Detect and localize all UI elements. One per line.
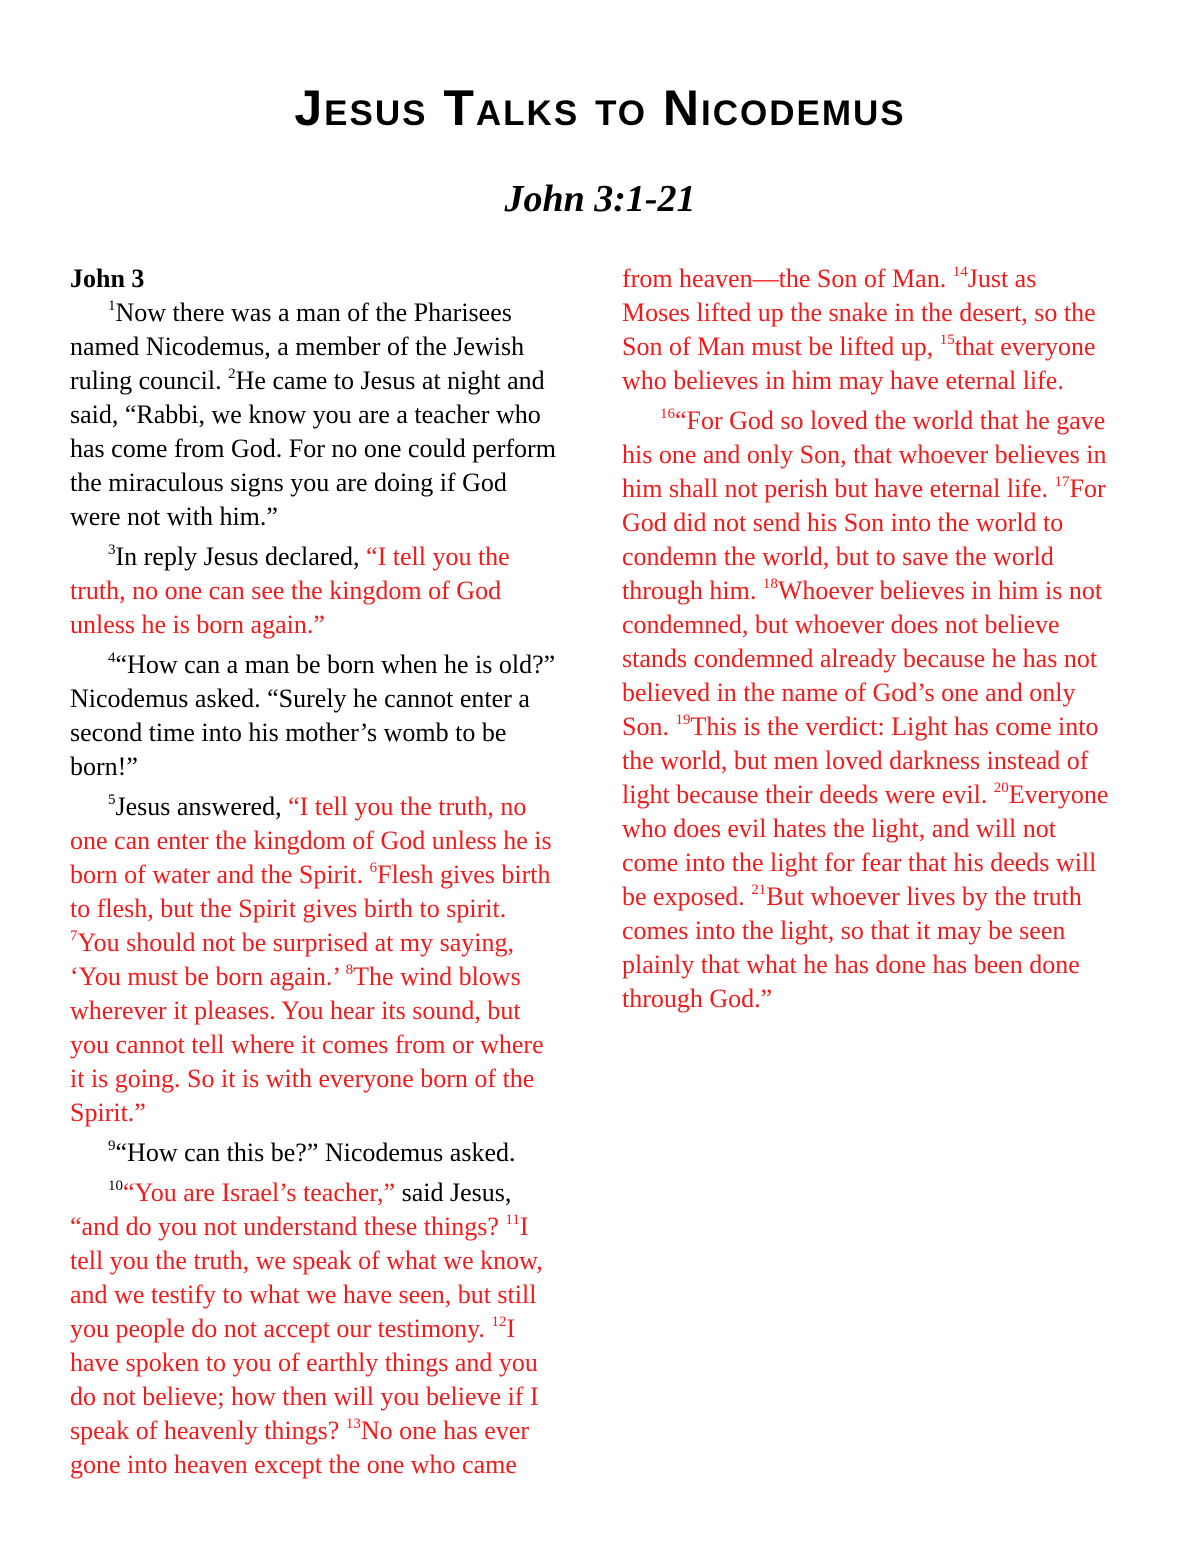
verse-number: 9 <box>108 1138 116 1154</box>
paragraph-verse-9 <box>70 1136 558 1170</box>
verse-number: 14 <box>952 264 968 280</box>
verse-6-text: Flesh gives birth to flesh, but the Spirit gives birth to spirit. <box>70 860 551 923</box>
verse-number: 21 <box>751 882 767 898</box>
verse-5-narration: Jesus answered, <box>115 792 289 821</box>
verse-14-text: Just as Moses lifted up the snake in the desert, so the Son of Man must be lifted up, <box>622 264 1096 361</box>
verse-number: 20 <box>993 780 1009 796</box>
verse-number: 11 <box>505 1212 520 1228</box>
verse-5-words-of-jesus: “I tell you the truth, no one can enter the kingdom of God unless he is born of water and the Spirit. <box>70 792 552 889</box>
verse-3-narration: In reply Jesus declared, <box>115 542 367 571</box>
verse-number: 8 <box>345 962 354 978</box>
paragraph-verses-16-21 <box>622 404 1110 1016</box>
paragraph-verse-3 <box>70 540 558 642</box>
verse-number: 3 <box>108 542 116 558</box>
verse-number: 4 <box>108 650 116 666</box>
verse-number: 5 <box>108 792 116 808</box>
verse-7-text: You should not be surprised at my saying, ‘You must be born again.’ <box>70 928 514 991</box>
verse-10-words-of-jesus: “You are Israel’s teacher,” <box>123 1178 396 1207</box>
paragraph-verses-1-2 <box>70 296 558 534</box>
verse-number: 7 <box>70 928 78 944</box>
verse-1-text: Now there was a man of the Pharisees named Nicodemus, a member of the Jewish ruling council. <box>70 298 525 395</box>
verse-8-text: The wind blows wherever it pleases. You hear its sound, but you cannot tell where it comes from or where it is going. So it is with everyone born of the Spirit.” <box>70 962 544 1127</box>
verse-number: 1 <box>108 298 116 314</box>
verse-17-text: For God did not send his Son into the world to condemn the world, but to save the world through him. <box>622 474 1106 605</box>
verse-12-text: I have spoken to you of earthly things and you do not believe; how then will you believe if I speak of heavenly things? <box>70 1314 539 1445</box>
paragraph-verses-5-8 <box>70 790 558 1130</box>
verse-16-text: “For God so loved the world that he gave his one and only Son, that whoever believes in him shall not perish but have eternal life. <box>622 406 1107 503</box>
verse-3-words-of-jesus: “I tell you the truth, no one can see the kingdom of God unless he is born again.” <box>70 542 510 639</box>
scripture-text-flow <box>70 262 1110 1492</box>
paragraph-verse-4 <box>70 648 558 784</box>
verse-number: 18 <box>762 576 778 592</box>
page-title: Jesus Talks to Nicodemus <box>294 80 906 136</box>
verse-number: 17 <box>1054 474 1070 490</box>
verse-number: 16 <box>660 406 675 422</box>
verse-number: 2 <box>228 366 236 382</box>
verse-13-text: No one has ever gone into heaven except the one who came from heaven—the Son of Man. <box>70 264 953 1479</box>
verse-number: 15 <box>939 332 955 348</box>
chapter-heading: John 3 <box>70 264 145 293</box>
verse-10-narration: said Jesus, <box>395 1178 512 1207</box>
verse-number: 13 <box>345 1416 361 1432</box>
verse-18-text: Whoever believes in him is not condemned, but whoever does not believe stands condemned already because he has not believed in the name of God’s one and only Son. <box>622 576 1103 741</box>
verse-number: 10 <box>108 1178 123 1194</box>
verse-4-text: “How can a man be born when he is old?” Nicodemus asked. “Surely he cannot enter a second time into his mother’s womb to be born!” <box>70 650 556 781</box>
verse-number: 6 <box>369 860 378 876</box>
verse-number: 12 <box>491 1314 507 1330</box>
verse-11-text: I tell you the truth, we speak of what we know, and we testify to what we have seen, but still you people do not accept our testimony. <box>70 1212 543 1343</box>
verse-19-text: This is the verdict: Light has come into the world, but men loved darkness instead of light because their deeds were evil. <box>622 712 1099 809</box>
verse-21-text: But whoever lives by the truth comes into the light, so that it may be seen plainly that what he has done has been done through God.” <box>622 882 1082 1013</box>
verse-9-text: “How can this be?” Nicodemus asked. <box>115 1138 516 1167</box>
scripture-reference: John 3:1-21 <box>504 178 696 220</box>
verse-20-text: Everyone who does evil hates the light, and will not come into the light for fear that his deeds will be exposed. <box>622 780 1109 911</box>
verse-2-text: He came to Jesus at night and said, “Rabbi, we know you are a teacher who has come from God. For no one could perform the miraculous signs you are doing if God were not with him.” <box>70 366 556 531</box>
verse-10-words-of-jesus-cont: “and do you not understand these things? <box>70 1212 506 1241</box>
verse-15-text: that everyone who believes in him may have eternal life. <box>622 332 1096 395</box>
verse-number: 19 <box>675 712 691 728</box>
